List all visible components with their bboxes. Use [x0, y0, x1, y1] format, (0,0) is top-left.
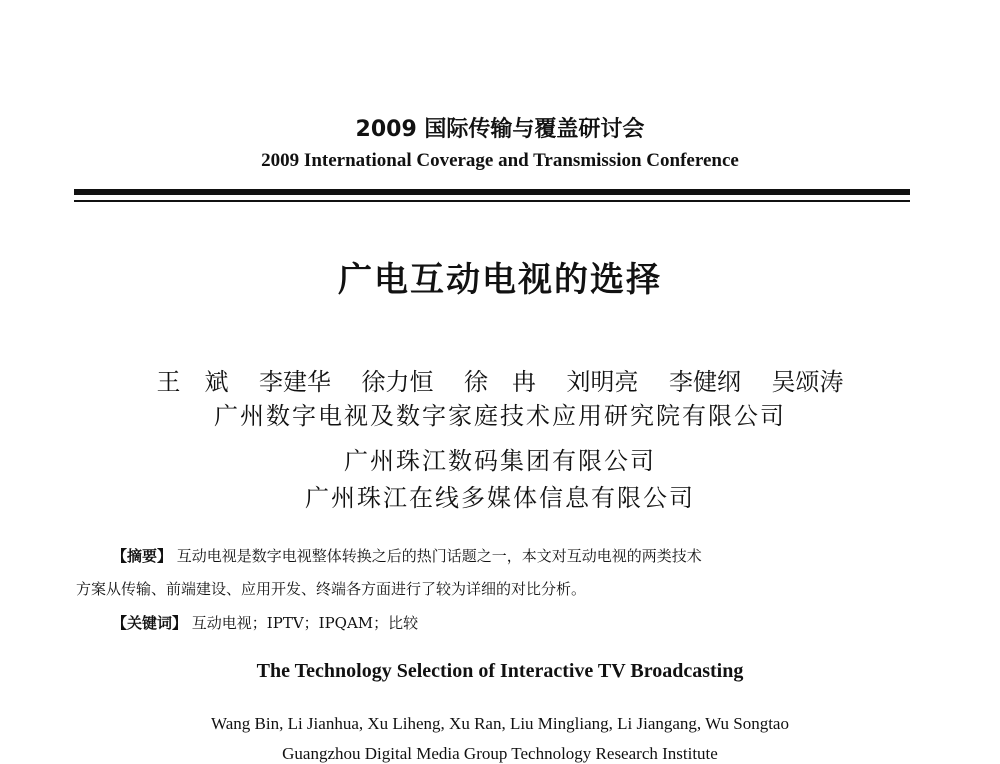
abstract-second-line: 方案从传输、前端建设、应用开发、终端各方面进行了较为详细的对比分析。	[76, 580, 587, 598]
keywords-text: 互动电视；IPTV；IPQAM；比较	[191, 614, 419, 632]
affiliation-cn: 广州珠江数码集团有限公司	[344, 447, 656, 475]
conference-title-en: 2009 International Coverage and Transmission Conference	[261, 150, 739, 171]
abstract-first-line	[112, 545, 702, 566]
affiliation-cn: 广州数字电视及数字家庭技术应用研究院有限公司	[214, 402, 786, 430]
abstract-label: 【摘要】	[112, 547, 173, 565]
abstract-text: 互动电视是数字电视整体转换之后的热门话题之一，本文对互动电视的两类技术	[176, 547, 702, 565]
paper-title-en: The Technology Selection of Interactive TV Broadcasting	[256, 660, 744, 682]
affiliation-cn: 广州珠江在线多媒体信息有限公司	[305, 484, 695, 512]
header-rule-thick	[74, 189, 910, 195]
author-name: 李健纲	[669, 368, 742, 396]
affiliation-en: Guangzhou Digital Media Group Technology Research Institute	[282, 744, 718, 763]
author-name: 王 斌	[156, 368, 229, 396]
author-name: 徐 冉	[464, 368, 536, 396]
paper-title-cn: 广电互动电视的选择	[338, 260, 662, 300]
author-list-en: Wang Bin, Li Jianhua, Xu Liheng, Xu Ran, Liu Mingliang, Li Jiangang, Wu Songtao	[211, 714, 789, 733]
author-name: 徐力恒	[361, 368, 434, 396]
keywords-label: 【关键词】	[112, 614, 188, 632]
author-list-cn	[0, 362, 1000, 397]
header-rule-thin	[74, 200, 910, 202]
conference-title-cn: 2009 国际传输与覆盖研讨会	[355, 117, 645, 142]
author-name: 李建华	[258, 368, 331, 396]
author-name: 吴颂涛	[771, 368, 844, 396]
author-name: 刘明亮	[566, 368, 639, 396]
keywords-line	[112, 612, 418, 633]
